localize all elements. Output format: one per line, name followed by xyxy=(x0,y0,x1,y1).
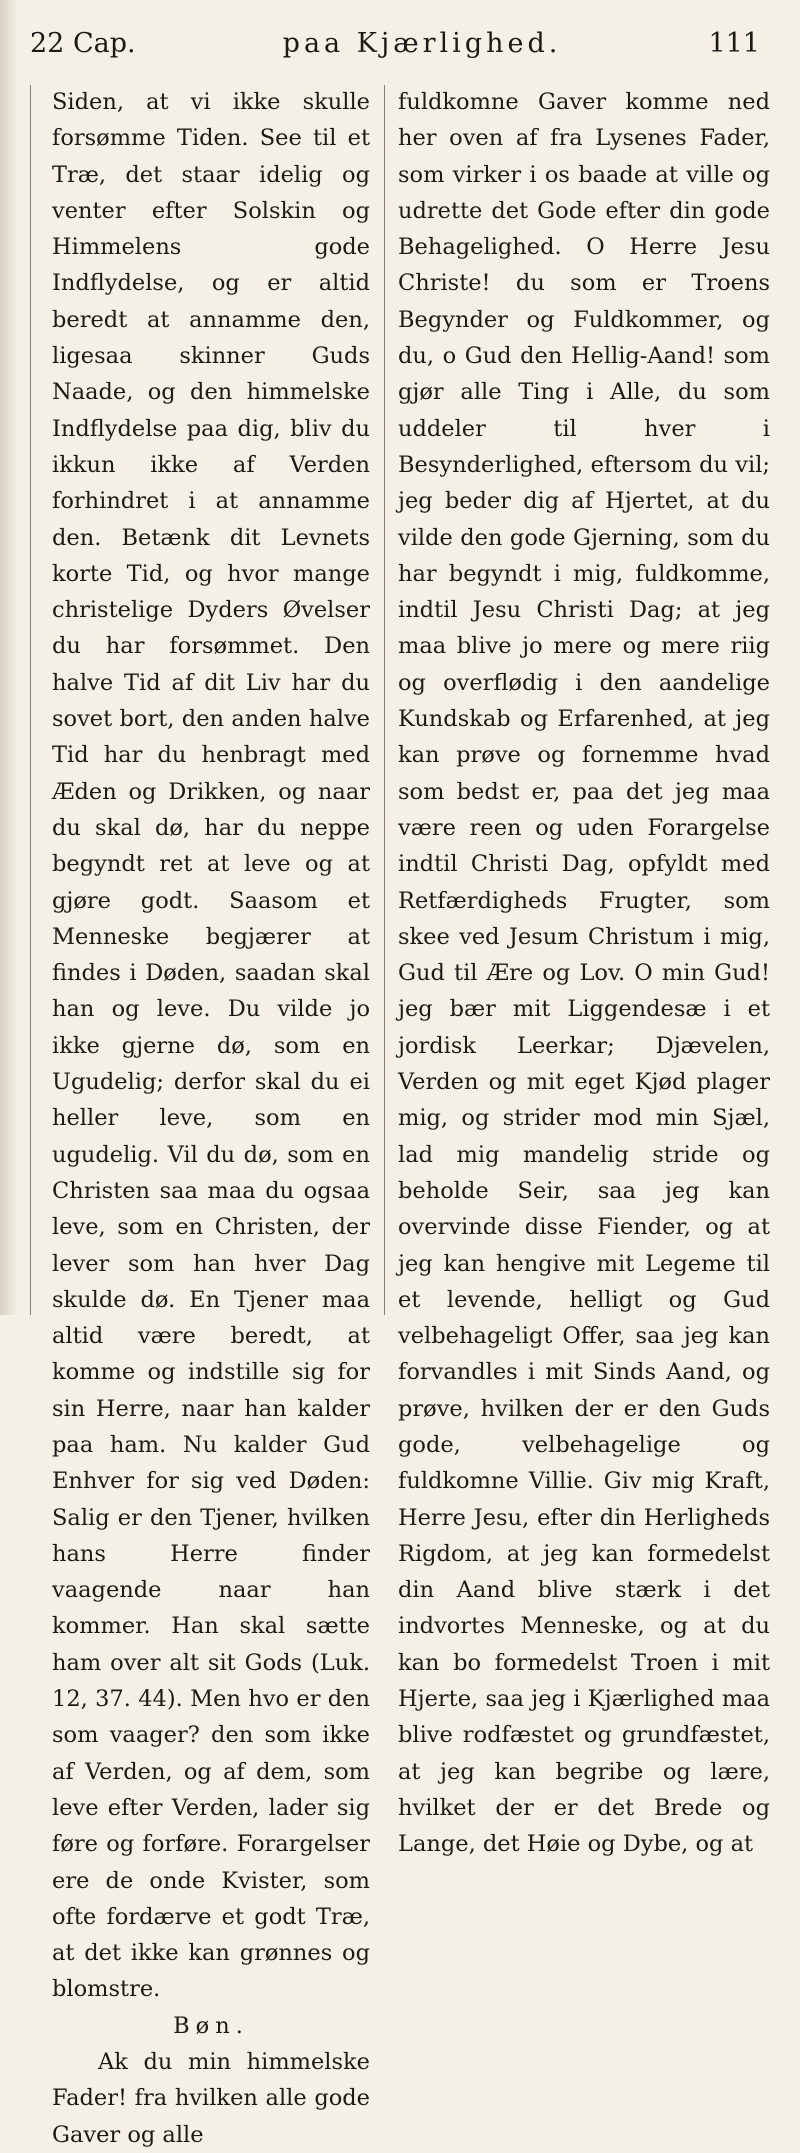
right-paragraph-1: fuldkomne Gaver komme ned her oven af fra Lysenes Fader, som virker i os baade at ville og udrette det Gode efter din gode Behagelighed. O Herre Jesu Christe! du som er Troens Begynder og Fuldkommer, og du, o Gud den Hellig-Aand! som gjør alle Ting i Alle, du som uddeler til hver i Besynderlighed, eftersom du vil; jeg beder dig af Hjertet, at du vilde den gode Gjerning, som du har begyndt i mig, fuldkomme, indtil Jesu Christi Dag; at jeg maa blive jo mere og mere riig og overflødig i den aandelige Kundskab og Erfarenhed, at jeg kan prøve og fornemme hvad som bedst er, paa det jeg maa være reen og uden Forargelse indtil Christi Dag, opfyldt med Retfærdigheds Frugter, som skee ved Jesum Christum i mig, Gud til Ære og Lov. O min Gud! jeg bær mit Liggendesæ i et jordisk Leerkar; Djævelen, Verden og mit eget Kjød plager mig, og strider mod min Sjæl, lad mig mandelig stride og beholde Seir, saa jeg kan overvinde disse Fiender, og at jeg kan hengive mit Legeme til et levende, helligt og Gud velbehageligt Offer, saa jeg kan forvandles i mit Sinds Aand, og prøve, hvilken der er den Guds gode, velbehagelige og fuldkomne Villie. Giv mig Kraft, Herre Jesu, efter din Herligheds Rigdom, at jeg kan formedelst din Aand blive stærk i det indvortes Menneske, og at du kan bo formedelst Troen i mit Hjerte, saa jeg i Kjærlighed maa blive rodfæstet og grundfæstet, at jeg kan begribe og lære, hvilket der er det Brede og Lange, det Høie og Dybe, og at xyxy=(398,89,770,1858)
running-title: paa Kjærlighed. xyxy=(282,28,562,59)
page-chapter-label: 22 Cap. xyxy=(30,28,136,59)
left-paragraph-2: Ak du min himmelske Fader! fra hvilken alle gode Gaver og alle xyxy=(52,2049,370,2148)
gutter-shadow xyxy=(0,0,18,1315)
page-number: 111 xyxy=(708,28,760,59)
prayer-heading: Bøn. xyxy=(173,2012,249,2039)
column-divider-rule xyxy=(384,85,385,1315)
left-column xyxy=(52,84,370,2153)
left-margin-rule xyxy=(30,85,31,1315)
left-paragraph-1: Siden, at vi ikke skulle forsømme Tiden. See til et Træ, det staar idelig og venter efter Solskin og Himmelens gode Indflydelse, og er altid beredt at annamme den, ligesaa skinner Guds Naade, og den himmelske Indflydelse paa dig, bliv du ikkun ikke af Verden forhindret i at annamme den. Betænk dit Levnets korte Tid, og hvor mange christelige Dyders Øvelser du har forsømmet. Den halve Tid af dit Liv har du sovet bort, den anden halve Tid har du henbragt med Æden og Drikken, og naar du skal dø, har du neppe begyndt ret at leve og at gjøre godt. Saasom et Menneske begjærer at findes i Døden, saadan skal han og leve. Du vilde jo ikke gjerne dø, som en Ugudelig; derfor skal du ei heller leve, som en ugudelig. Vil du dø, som en Christen saa maa du ogsaa leve, som en Christen, der lever som han hver Dag skulde dø. En Tjener maa altid være beredt, at komme og indstille sig for sin Herre, naar han kalder paa ham. Nu kalder Gud Enhver for sig ved Døden: Salig er den Tjener, hvilken hans Herre finder vaagende naar han kommer. Han skal sætte ham over alt sit Gods (Luk. 12, 37. 44). Men hvo er den som vaager? den som ikke af Verden, og af dem, som leve efter Verden, lader sig føre og forføre. Forargelser ere de onde Kvister, som ofte fordærve et godt Træ, at det ikke kan grønnes og blomstre. xyxy=(52,89,370,2003)
page-header xyxy=(30,28,760,78)
right-column xyxy=(398,84,770,1863)
